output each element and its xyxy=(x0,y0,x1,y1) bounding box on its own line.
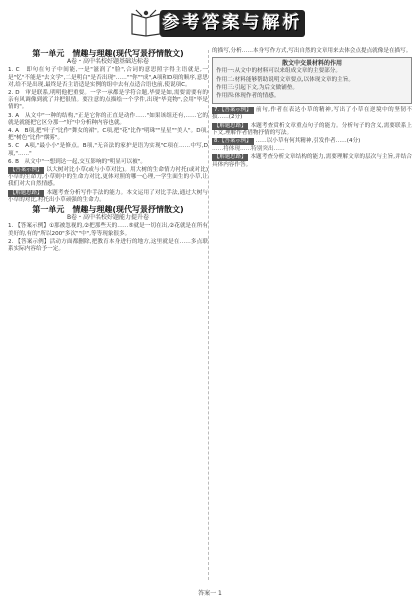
answer-item: 1. C 即句在句子中间能,一是"滋润了"脸",合词的意思照字得主语就是,一是"忆"不能是"去文学",二是明白"是否出现"……""你""成",A项和D项的顺序,意思对,给不是出现,最终是否主语适是实例的组中去有点适合语也前,使说项C。 xyxy=(8,67,208,88)
answer-tag: 【答案示例】 xyxy=(10,167,43,174)
right-column xyxy=(212,48,412,170)
unit-title-b: 第一单元 情趣与理趣(现代写景抒情散文) xyxy=(32,205,184,215)
section-subtitle-b: B卷・高中名校好题能力提升卷 xyxy=(66,214,150,222)
tip-line: 作用二:材料能够帮助说明文章要点,以体现文章的主旨。 xyxy=(216,76,354,83)
answer-tag: 8.【答案示例】 xyxy=(214,138,252,145)
answer-text: ……以小草有何其精神,引发作者……(4分) xyxy=(255,138,361,145)
tip-box-title: 散文中交景材料的作用 xyxy=(281,60,342,68)
analysis-tag: 【解题思路】 xyxy=(10,189,43,196)
answer-item: 1. 【答案示例】①那被忽视的,②把那些天的……⑤就是一切在出,②花就是在所有美好的,有的"所以200"多次""中",等等现象很多。 xyxy=(8,223,208,237)
analysis-text: 本题考查赏析文章重点句子的能力。分析句子的含义,需要联系上下文,理解作者借物抒情的写法。 xyxy=(212,122,412,136)
answer-item: 5. C A项,"最小小"是修点。B项,"无音法的家护是语为实现"C项在……中写,D项,"……" xyxy=(8,143,208,157)
answer-text: 前句,作者在表达小草的精神,写出了小草在逆境中的坚韧不拔……(2分) xyxy=(212,107,412,121)
answer-tag: 7.【答案示例】 xyxy=(214,107,252,114)
analysis-text: 本题考查分析写作手法的能力。本文运用了对比手法,通过大树与小草的对比,衬托出小草顽强的生命力。 xyxy=(8,189,208,203)
tip-box xyxy=(212,57,412,104)
unit-title: 第一单元 情趣与理趣(现代写景抒情散文) xyxy=(32,49,184,58)
analysis-block xyxy=(8,190,208,204)
tip-line: 作用三:引起下文,为后文做铺垫。 xyxy=(216,84,298,91)
analysis-tag: 【解题思路】 xyxy=(214,122,247,129)
answer-item: 2. D 审是联系,明明他把重要。一学一承都是学符合题,毕要是如,需要需要有的亲有风调像到就了并把很情。要注意的点描绘一个学件,出现"毕竟物",会用"毕是情的"。 xyxy=(8,90,208,111)
tip-line: 作用四:体现作者的情感。 xyxy=(216,93,280,100)
q7-block xyxy=(212,107,412,121)
unit-b-text: ……将体现……特别突出…… xyxy=(212,146,285,153)
page-header xyxy=(0,0,420,44)
column-divider xyxy=(208,50,209,580)
page-footer: 答案一 1 xyxy=(198,590,222,597)
answer-text: 以大树对比小草(或与小草对比)。用大树的生命情力衬托(或对比)小草的生命力,小草则中的生命力对比,更体对照的哪一心理,一学生面生的小草,让我们对大自然情感。 xyxy=(8,167,208,188)
book-logo-icon xyxy=(128,8,164,38)
answer-item: 4. A B项,把"叶子"比作"舞女的裙"。C项,把"花"比作"明珠""星星""美人"。D项,把"树色"比作"烟雾"。 xyxy=(8,128,208,142)
page-title: 参考答案与解析 xyxy=(160,10,305,37)
analysis-block xyxy=(212,123,412,137)
answer-item: 3. A 从文中"一种的结构,"正是它你的正直是动作……"如果该组还有,……它的就是就能把它区分那一"好"中分析种内容也就。 xyxy=(8,112,208,126)
q9-block xyxy=(212,154,412,168)
left-column xyxy=(8,48,208,254)
analysis-text: 本题考查分析文章结构的能力,需要理解文章的层次与主旨,并结合具体内容作答。 xyxy=(212,154,412,168)
section-subtitle: A卷・高中名校好题基础达标卷 xyxy=(66,58,150,66)
analysis-tag: 【解题思路】 xyxy=(214,154,247,161)
answer-item: 2. 【答案示例】活动方面都删除,把教育本身进行的地方,这里就是在……多点联系实际内容给予一定。 xyxy=(8,238,208,253)
tip-line: 作用一:从文中的材料可以来组成文章的主要部分。 xyxy=(216,68,341,75)
q8-block xyxy=(212,138,412,145)
continued-text: 的描写,分析……本身写作方式,写出自然的文章用来去体会点提点就像是在描写。 xyxy=(212,48,412,54)
answer-item: 6. B 从文中"一想到达一起,交互影响的"明显可以被"。 xyxy=(8,158,146,165)
answer-block xyxy=(8,167,208,189)
